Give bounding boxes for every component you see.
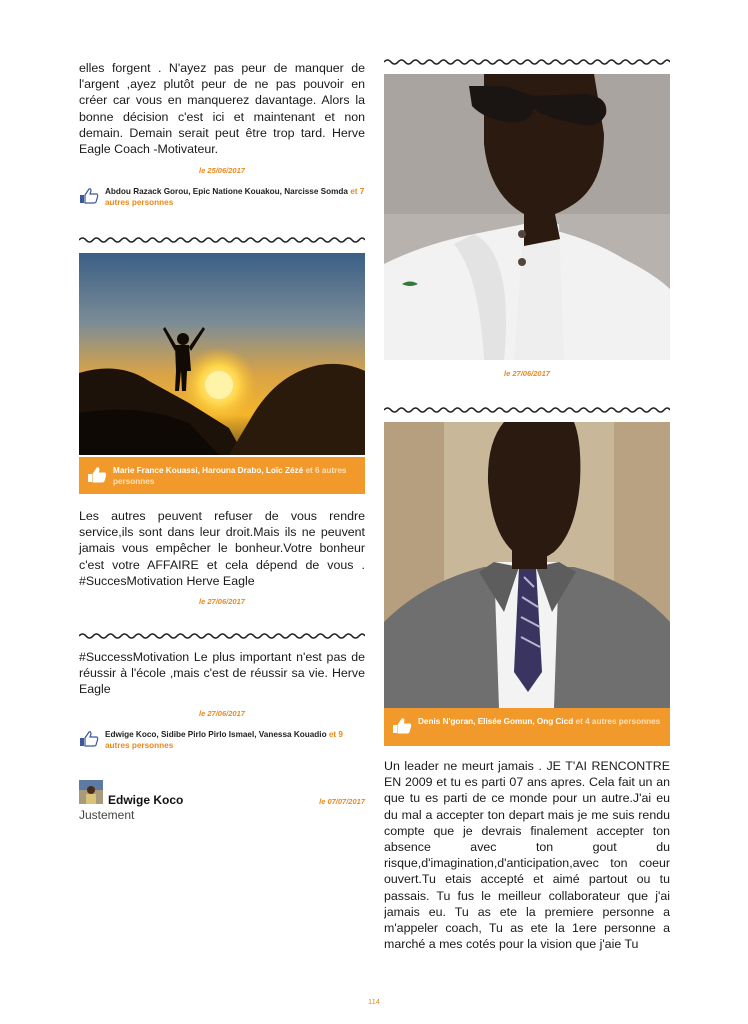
sunset-photo (79, 253, 365, 455)
likes-names: Edwige Koco, Sidibe Pirlo Pirlo Ismael, Vanessa Kouadio (105, 730, 327, 739)
like-thumb-icon (87, 467, 107, 483)
comment-text: Justement (79, 808, 135, 822)
like-thumb-icon (79, 731, 99, 747)
like-thumb-icon (392, 718, 412, 734)
wavy-divider (79, 236, 365, 244)
like-thumb-icon (79, 188, 99, 204)
wavy-divider (384, 406, 670, 414)
page-number: 114 (368, 997, 380, 1006)
likes-names: Denis N'goran, Elisée Gomun, Ong Cicd (418, 717, 574, 726)
post-text: elles forgent . N'ayez pas peur de manquer de l'argent ,ayez plutôt peur de ne pas pouvoir en créer car vous en manquerez davantage. Alors la bonne décision c'est ici et maintenant et non demain. Demain serait peut être trop tard. Herve Eagle Coach -Motivateur. (79, 61, 365, 157)
likes-bar[interactable] (79, 457, 365, 494)
likes-row[interactable] (79, 186, 365, 208)
likes-row[interactable] (79, 729, 365, 751)
post-date: le 25/06/2017 (199, 166, 245, 175)
post-text: #SuccessMotivation Le plus important n'est pas de réussir à l'école ,mais c'est de réussir sa vie. Herve Eagle (79, 650, 365, 697)
post-date: le 27/06/2017 (199, 597, 245, 606)
wavy-divider (79, 632, 365, 640)
post-date: le 27/06/2017 (504, 369, 550, 378)
likes-more[interactable]: et 6 autres personnes (113, 466, 347, 486)
post-date: le 27/06/2017 (199, 709, 245, 718)
wavy-divider (384, 58, 670, 66)
comment-author[interactable]: Edwige Koco (108, 793, 184, 807)
likes-names: Marie France Kouassi, Harouna Drabo, Loïc Zézé (113, 466, 304, 475)
avatar[interactable] (79, 780, 103, 804)
likes-bar[interactable] (384, 708, 670, 746)
post-text: Les autres peuvent refuser de vous rendre service,ils sont dans leur droit.Mais ils ne peuvent jamais vous empêcher le bonheur.Votre bonheur c'est votre AFFAIRE et cela dépend de vous . #SuccesMotivation Herve Eagle (79, 509, 365, 588)
likes-names: Abdou Razack Gorou, Epic Natione Kouakou, Narcisse Somda (105, 187, 348, 196)
likes-more[interactable]: et 4 autres personnes (575, 717, 661, 726)
comment-date: le 07/07/2017 (319, 797, 365, 806)
post-text: Un leader ne meurt jamais . JE T'AI RENCONTRE EN 2009 et tu es parti 07 ans apres. Cela fait un an que tu es parti de ce monde pour un autre.J'ai eu du mal a accepter ton depart mais je me suis rendu compte que je devrais finalement accepter ton absence avec ton gout du risque,d'imagination,d'anticipation,avec ton coeur ouvert.Tu etais accepté et aimé partout ou tu passais. Tu fus le meilleur collaborateur que j'ai jamais eu. Tu as ete la premiere personne a m'appeler coach, Tu as ete la 1ere personne a marché a mes cotés pour la vision que j'aie Tu (384, 759, 670, 952)
suit-portrait-photo (384, 422, 670, 708)
likes-more[interactable]: et 9 autres personnes (105, 730, 343, 750)
portrait-photo (384, 74, 670, 360)
likes-more[interactable]: et 7 autres personnes (105, 187, 365, 207)
